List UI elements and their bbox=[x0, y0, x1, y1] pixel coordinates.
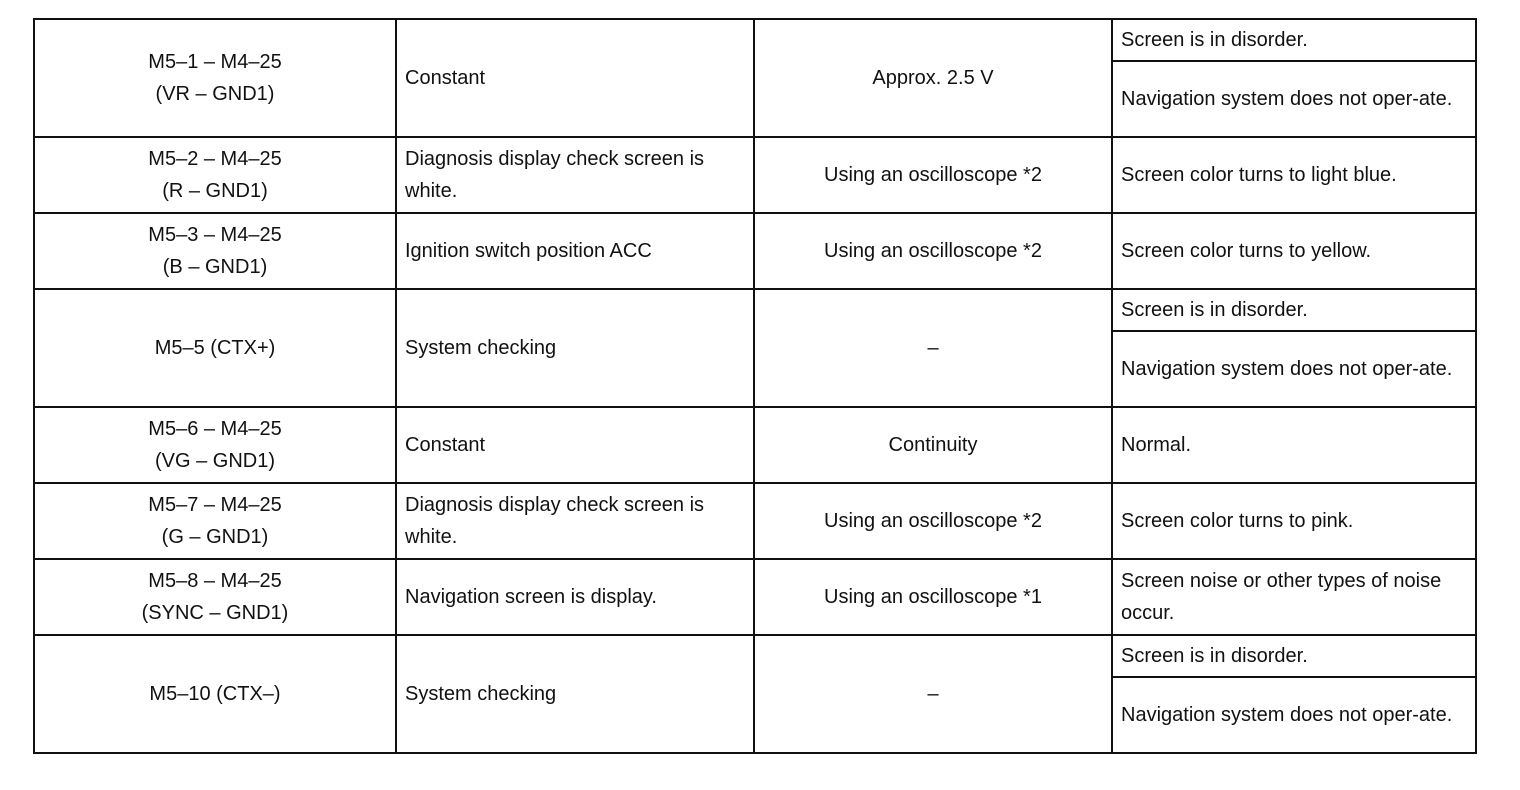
symptom-cell: Normal. bbox=[1112, 407, 1476, 483]
condition-cell: System checking bbox=[396, 635, 754, 753]
condition-cell: Diagnosis display check screen is white. bbox=[396, 483, 754, 559]
symptom-cell: Screen color turns to yellow. bbox=[1112, 213, 1476, 289]
terminal-cell bbox=[34, 635, 396, 753]
terminal-cell bbox=[34, 407, 396, 483]
terminal-cell bbox=[34, 559, 396, 635]
table-row bbox=[34, 19, 1476, 61]
terminal-line: M5–10 (CTX–) bbox=[149, 683, 281, 705]
condition-cell: System checking bbox=[396, 289, 754, 407]
symptom-cell: Screen color turns to pink. bbox=[1112, 483, 1476, 559]
table-row bbox=[34, 635, 1476, 677]
specification-cell: Using an oscilloscope *2 bbox=[754, 137, 1112, 213]
specification-cell: Continuity bbox=[754, 407, 1112, 483]
symptom-cell: Navigation system does not oper-ate. bbox=[1112, 331, 1476, 407]
terminal-cell bbox=[34, 137, 396, 213]
terminal-cell bbox=[34, 289, 396, 407]
terminal-line: (VG – GND1) bbox=[154, 450, 276, 472]
terminal-cell bbox=[34, 483, 396, 559]
terminal-line: (B – GND1) bbox=[162, 256, 268, 278]
specification-cell: – bbox=[754, 635, 1112, 753]
table-row bbox=[34, 407, 1476, 483]
condition-cell: Ignition switch position ACC bbox=[396, 213, 754, 289]
terminal-line: M5–6 – M4–25 bbox=[148, 418, 282, 440]
table-row bbox=[34, 289, 1476, 331]
terminal-cell bbox=[34, 213, 396, 289]
symptom-cell: Screen is in disorder. bbox=[1112, 289, 1476, 331]
condition-cell: Navigation screen is display. bbox=[396, 559, 754, 635]
terminal-line: (SYNC – GND1) bbox=[141, 602, 289, 624]
table-row bbox=[34, 559, 1476, 635]
symptom-cell: Screen color turns to light blue. bbox=[1112, 137, 1476, 213]
terminal-line: M5–5 (CTX+) bbox=[154, 337, 276, 359]
condition-cell: Constant bbox=[396, 407, 754, 483]
table-row bbox=[34, 213, 1476, 289]
terminal-line: M5–2 – M4–25 bbox=[148, 148, 282, 170]
condition-cell: Diagnosis display check screen is white. bbox=[396, 137, 754, 213]
specification-cell: Approx. 2.5 V bbox=[754, 19, 1112, 137]
terminal-check-table-container bbox=[33, 18, 1475, 754]
condition-cell: Constant bbox=[396, 19, 754, 137]
terminal-cell bbox=[34, 19, 396, 137]
table-row bbox=[34, 483, 1476, 559]
symptom-cell: Screen is in disorder. bbox=[1112, 19, 1476, 61]
symptom-cell: Screen noise or other types of noise occur. bbox=[1112, 559, 1476, 635]
terminal-line: M5–8 – M4–25 bbox=[148, 570, 282, 592]
terminal-line: (VR – GND1) bbox=[155, 83, 275, 105]
terminal-line: M5–1 – M4–25 bbox=[148, 51, 282, 73]
symptom-cell: Screen is in disorder. bbox=[1112, 635, 1476, 677]
specification-cell: Using an oscilloscope *2 bbox=[754, 213, 1112, 289]
table-row bbox=[34, 137, 1476, 213]
terminal-line: M5–7 – M4–25 bbox=[148, 494, 282, 516]
symptom-cell: Navigation system does not oper-ate. bbox=[1112, 61, 1476, 137]
terminal-check-table bbox=[33, 18, 1477, 754]
specification-cell: Using an oscilloscope *1 bbox=[754, 559, 1112, 635]
terminal-line: (G – GND1) bbox=[161, 526, 269, 548]
terminal-line: (R – GND1) bbox=[162, 180, 268, 202]
specification-cell: Using an oscilloscope *2 bbox=[754, 483, 1112, 559]
symptom-cell: Navigation system does not oper-ate. bbox=[1112, 677, 1476, 753]
specification-cell: – bbox=[754, 289, 1112, 407]
terminal-line: M5–3 – M4–25 bbox=[148, 224, 282, 246]
